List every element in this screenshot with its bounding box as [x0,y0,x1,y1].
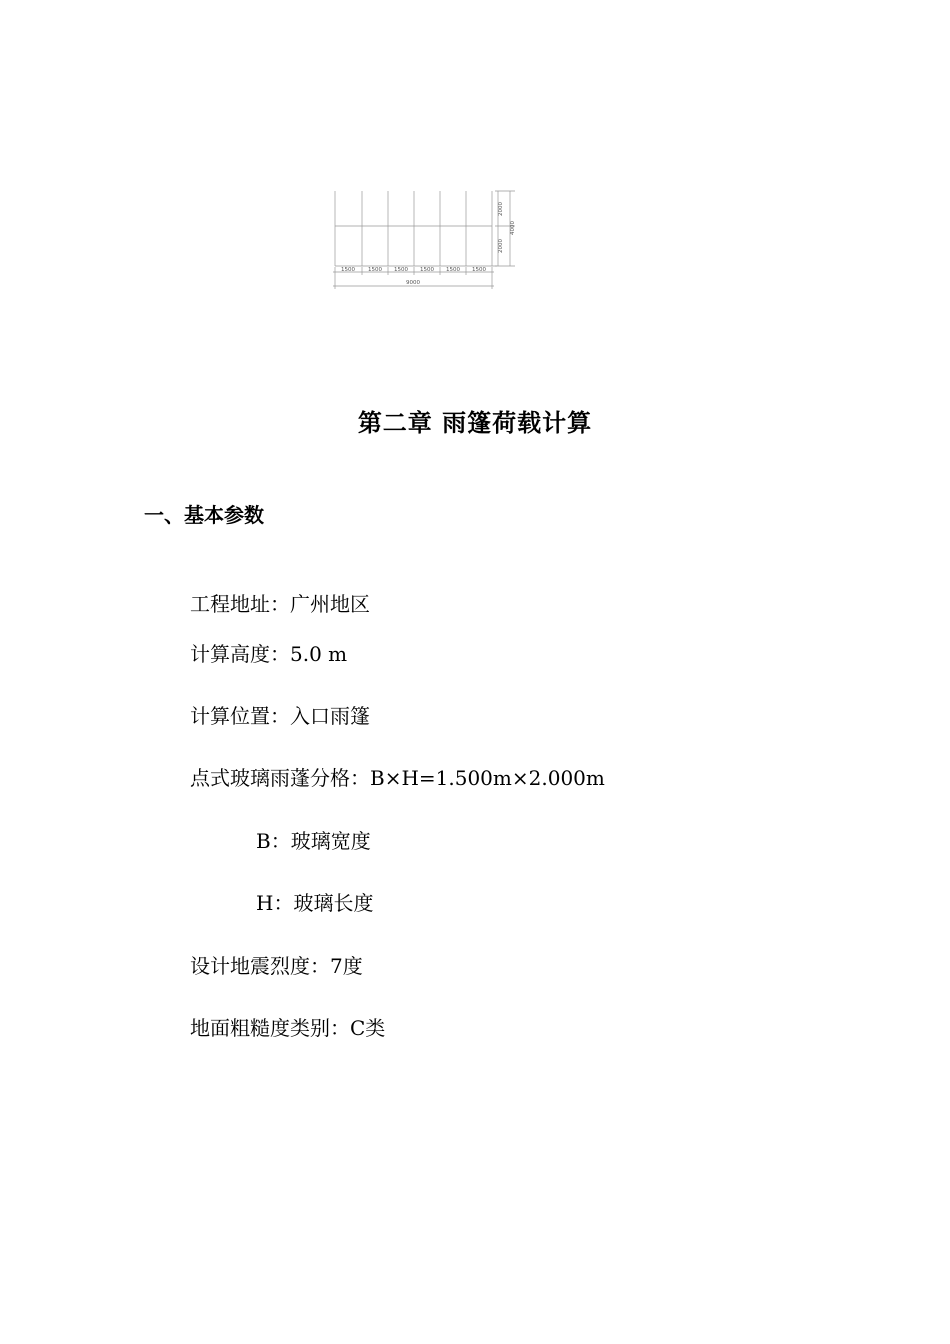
chapter-title: 第二章 雨篷荷载计算 [357,409,593,437]
bay-dimension-label: 1500 [420,267,434,273]
param-seismic: 设计地震烈度：7度 [190,954,363,978]
bay-dimension-label: 1500 [446,267,460,273]
param-roughness: 地面粗糙度类别：C类 [190,1016,386,1040]
param-b-definition: B：玻璃宽度 [256,829,371,853]
total-width-label: 9000 [406,280,420,286]
bay-dimension-label: 1500 [341,267,355,273]
bay-dimension-label: 1500 [394,267,408,273]
param-height: 计算高度：5.0 m [190,642,348,666]
param-site: 工程地址：广州地区 [190,592,370,616]
param-grid: 点式玻璃雨蓬分格：B×H=1.500m×2.000m [190,766,605,790]
param-position: 计算位置：入口雨篷 [190,704,370,728]
total-height-label: 4000 [510,221,516,235]
canopy-grid-svg [325,183,530,293]
row-dimension-label: 2000 [498,202,504,216]
bay-dimension-label: 1500 [472,267,486,273]
row-dimension-label: 2000 [498,239,504,253]
param-h-definition: H：玻璃长度 [256,891,374,915]
bay-dimension-label: 1500 [368,267,382,273]
section-title: 一、基本参数 [144,503,264,527]
canopy-grid-drawing [325,183,530,293]
